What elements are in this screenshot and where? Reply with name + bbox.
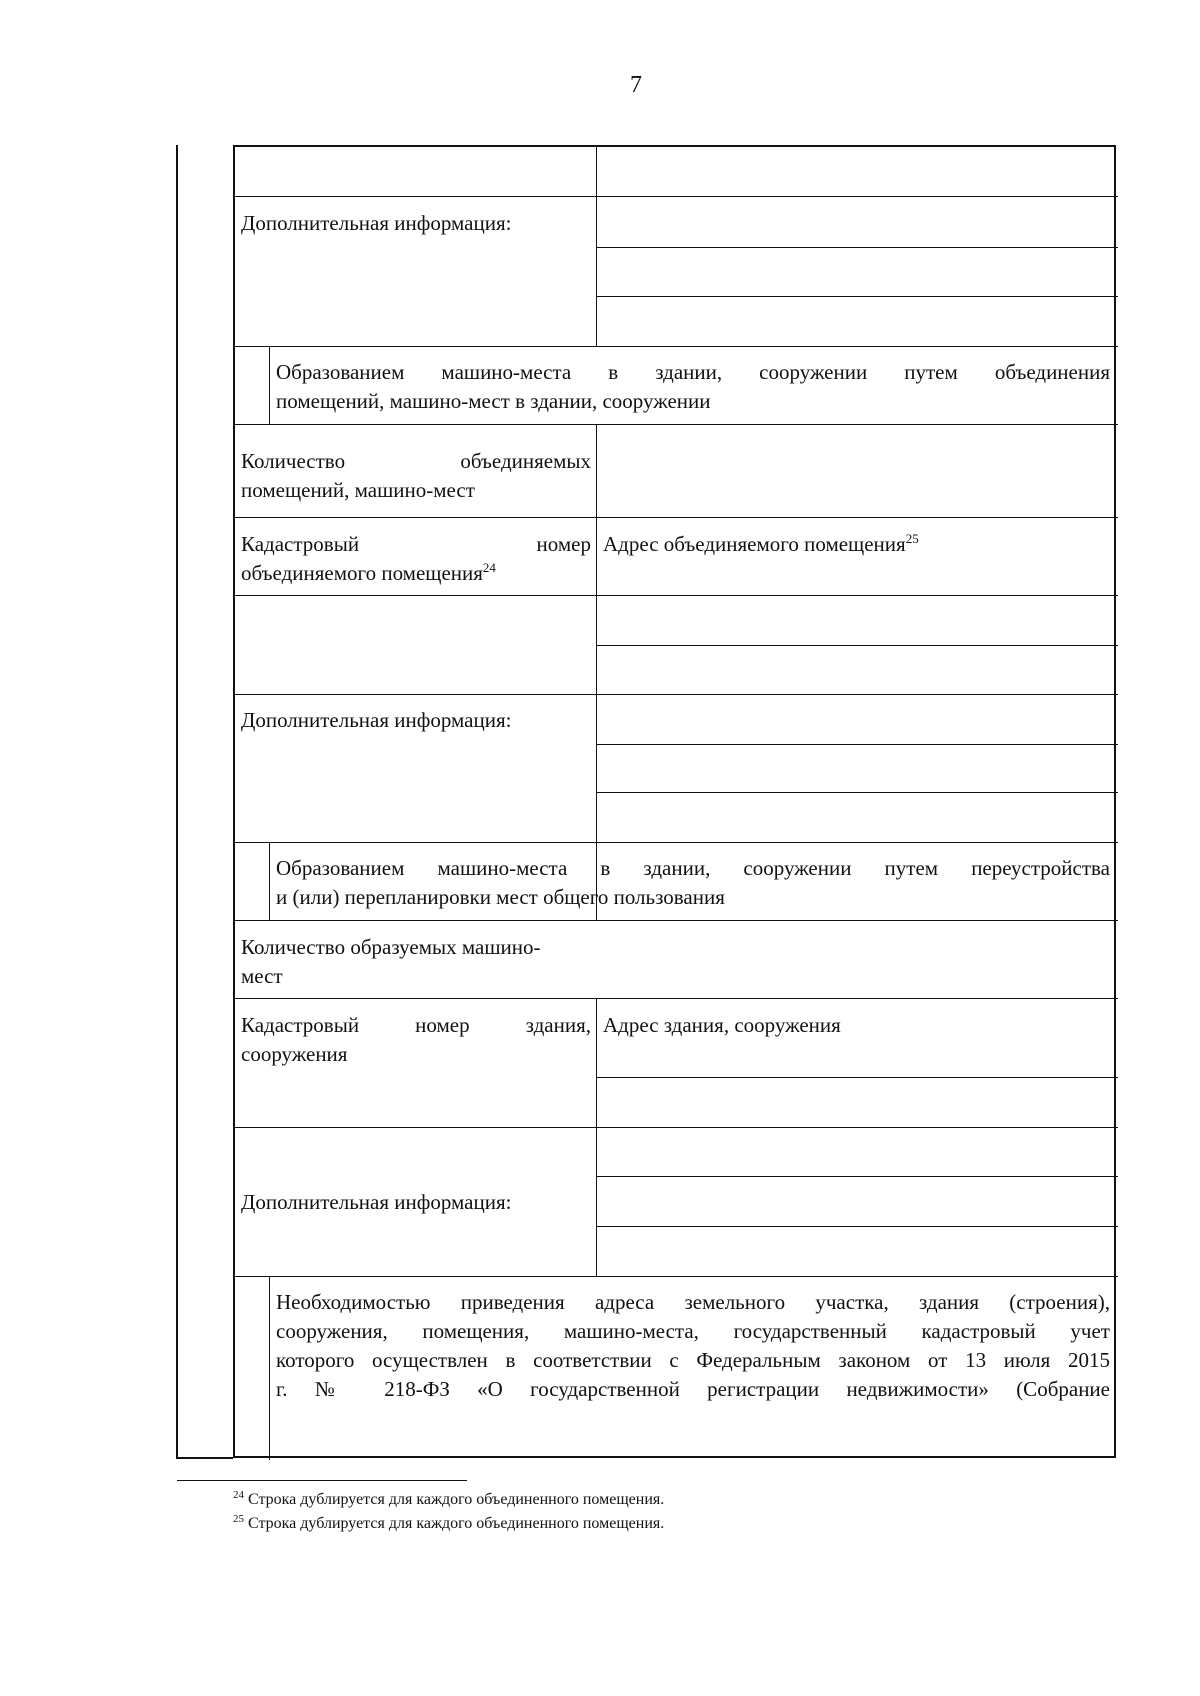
row-divider (235, 346, 1118, 347)
checkbox-column (269, 346, 270, 424)
row-divider (596, 1176, 1118, 1177)
footnote-ref-25[interactable]: 25 (905, 531, 919, 546)
application-form-table (233, 145, 1116, 1458)
row-divider (235, 196, 1118, 197)
column-divider (596, 147, 597, 346)
common-cadastral-label-line2: сооружения (241, 1042, 348, 1066)
row-divider (235, 517, 1118, 518)
common-address-label: Адрес здания, сооружения (603, 1013, 841, 1037)
section-address-line2: сооружения, помещения, машино-места, государственный кадастровый учет (276, 1319, 1110, 1343)
union-cadastral-label-line2: объединяемого помещения$^{24}$ (241, 560, 496, 585)
column-divider (596, 424, 597, 920)
section-union-title-line1: Образованием машино-места в здании, сооружении путем объединения (276, 360, 1110, 384)
common-count-label-line2: мест (241, 964, 283, 988)
checkbox-column (269, 1276, 270, 1460)
row-divider (235, 920, 1118, 921)
row-divider (596, 247, 1118, 248)
column-divider (596, 998, 597, 1276)
section-union-title-line2: помещений, машино-мест в здании, сооружении (276, 389, 711, 413)
union-count-label-line1: Количество объединяемых (241, 449, 591, 473)
page-number: 7 (630, 72, 642, 98)
section-address-line4: г. № 218-ФЗ «О государственной регистрации недвижимости» (Собрание (276, 1377, 1110, 1401)
union-cadastral-label-line1: Кадастровый номер (241, 532, 591, 556)
footnote-24: $^{24}$ Строка дублируется для каждого объединенного помещения. (233, 1489, 665, 1508)
additional-info-label: Дополнительная информация: (241, 211, 512, 235)
common-count-label-line1: Количество образуемых машино- (241, 935, 541, 959)
section-common-title-line1: Образованием машино-места в здании, сооружении путем переустройства (276, 856, 1110, 880)
row-divider (235, 1127, 1118, 1128)
row-divider (235, 842, 1118, 843)
union-address-label: Адрес объединяемого помещения$^{25}$ (603, 531, 919, 556)
bottom-margin-rule (176, 1457, 233, 1459)
row-divider (235, 424, 1118, 425)
row-divider (596, 1226, 1118, 1227)
row-divider (596, 645, 1118, 646)
row-divider (235, 998, 1118, 999)
footnote-ref-24[interactable]: 24 (482, 560, 496, 575)
checkbox-column (269, 842, 270, 920)
section-address-line3: которого осуществлен в соответствии с Федеральным законом от 13 июля 2015 (276, 1348, 1110, 1372)
left-margin-rule (176, 145, 178, 1458)
footnote-25: $^{25}$ Строка дублируется для каждого объединенного помещения. (233, 1513, 665, 1532)
union-count-label-line2: помещений, машино-мест (241, 478, 475, 502)
row-divider (235, 1276, 1118, 1277)
union-additional-info-label: Дополнительная информация: (241, 708, 512, 732)
row-divider (596, 1077, 1118, 1078)
section-common-title-line2: и (или) перепланировки мест общего пользования (276, 885, 725, 909)
common-cadastral-label-line1: Кадастровый номер здания, (241, 1013, 591, 1037)
common-additional-info-label: Дополнительная информация: (241, 1190, 512, 1214)
row-divider (235, 694, 1118, 695)
row-divider (596, 296, 1118, 297)
footnote-separator (177, 1480, 467, 1481)
row-divider (596, 744, 1118, 745)
row-divider (596, 792, 1118, 793)
row-divider (235, 595, 1118, 596)
section-address-line1: Необходимостью приведения адреса земельного участка, здания (строения), (276, 1290, 1110, 1314)
